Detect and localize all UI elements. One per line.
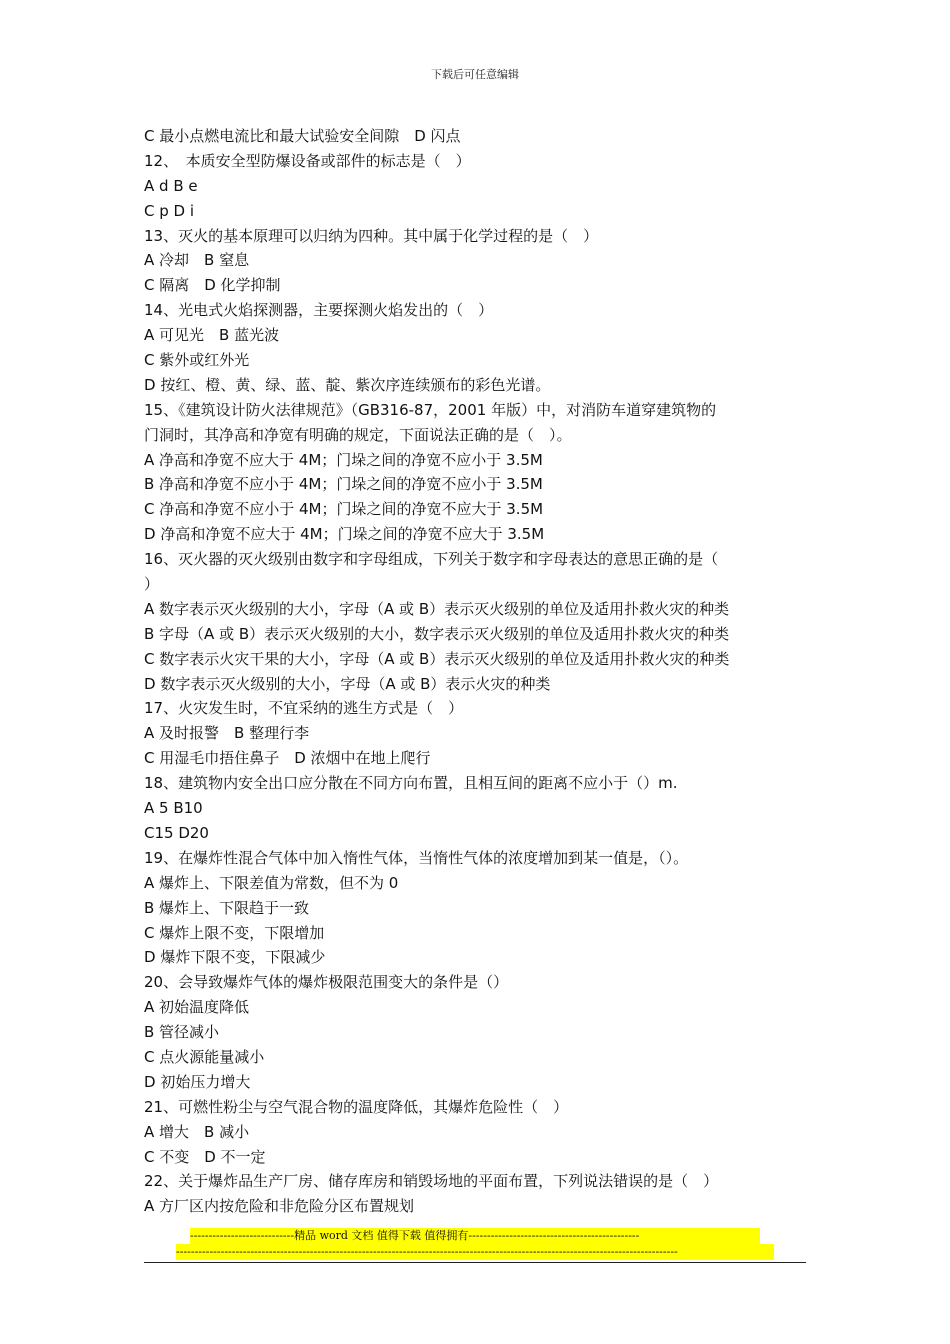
- text-line: C 最小点燃电流比和最大试验安全间隙 D 闪点: [144, 127, 461, 145]
- option-line: A 数字表示灭火级别的大小，字母（A 或 B）表示灭火级别的单位及适用扑救火灾的种类: [144, 599, 730, 618]
- option-line: A 可见光 B 蓝光波: [144, 326, 280, 345]
- question-15-continued: 门洞时，其净高和净宽有明确的规定，下面说法正确的是（ ）。: [144, 425, 572, 444]
- question-17: 17、火灾发生时，不宜采纳的逃生方式是（ ）: [144, 699, 464, 718]
- footer-banner-line-1: ----------------------------精品 word 文档 值得下载 值得拥有----------------------------------------------: [190, 1228, 760, 1244]
- question-15: 15、《建筑设计防火法律规范》（GB316-87，2001 年版）中，对消防车道穿建筑物的: [144, 400, 717, 419]
- option-line: C 爆炸上限不变，下限增加: [144, 923, 325, 942]
- option-line: D 净高和净宽不应大于 4M；门垛之间的净宽不应大于 3.5M: [144, 525, 545, 544]
- option-line: C 点火源能量减小: [144, 1047, 265, 1066]
- option-line: D 数字表示灭火级别的大小，字母（A 或 B）表示火灾的种类: [144, 674, 551, 693]
- footer-banner-line-2: ---------------------------------------------------------------------------------------------------------------------------------------: [176, 1244, 774, 1260]
- option-line: B 净高和净宽不应小于 4M；门垛之间的净宽不应小于 3.5M: [144, 475, 543, 494]
- page-header: 下载后可任意编辑: [431, 68, 519, 81]
- document-body: [144, 124, 814, 1219]
- option-line: C15 D20: [144, 823, 209, 842]
- option-line: A 净高和净宽不应大于 4M；门垛之间的净宽不应小于 3.5M: [144, 450, 543, 469]
- option-line: A 冷却 B 窒息: [144, 251, 250, 270]
- option-line: B 爆炸上、下限趋于一致: [144, 898, 310, 917]
- footer-divider: [144, 1262, 806, 1263]
- option-line: A 5 B10: [144, 799, 203, 818]
- question-13: 13、灭火的基本原理可以归纳为四种。其中属于化学过程的是（ ）: [144, 226, 599, 245]
- option-line: B 字母（A 或 B）表示灭火级别的大小，数字表示灭火级别的单位及适用扑救火灾的种类: [144, 624, 730, 643]
- option-line: B 管径减小: [144, 1023, 220, 1042]
- option-line: C 用湿毛巾捂住鼻子 D 浓烟中在地上爬行: [144, 749, 431, 768]
- option-line: A d B e: [144, 176, 198, 195]
- option-line: A 方厂区内按危险和非危险分区布置规划: [144, 1197, 415, 1216]
- option-line: C 净高和净宽不应小于 4M；门垛之间的净宽不应大于 3.5M: [144, 500, 544, 519]
- question-16: 16、灭火器的灭火级别由数字和字母组成，下列关于数字和字母表达的意思正确的是（: [144, 550, 719, 569]
- question-20: 20、会导致爆炸气体的爆炸极限范围变大的条件是（）: [144, 973, 509, 992]
- question-22: 22、关于爆炸品生产厂房、储存库房和销毁场地的平面布置，下列说法错误的是（ ）: [144, 1172, 719, 1191]
- question-19: 19、在爆炸性混合气体中加入惰性气体，当惰性气体的浓度增加到某一值是，（）。: [144, 848, 689, 867]
- option-line: C 紫外或红外光: [144, 351, 250, 370]
- question-21: 21、可燃性粉尘与空气混合物的温度降低，其爆炸危险性（ ）: [144, 1097, 569, 1116]
- option-line: C p D i: [144, 201, 195, 220]
- option-line: C 数字表示火灾干果的大小，字母（A 或 B）表示灭火级别的单位及适用扑救火灾的种类: [144, 649, 730, 668]
- option-line: A 及时报警 B 整理行李: [144, 724, 310, 743]
- question-14: 14、光电式火焰探测器，主要探测火焰发出的（ ）: [144, 301, 494, 320]
- option-line: C 隔离 D 化学抑制: [144, 276, 281, 295]
- question-16-continued: ）: [144, 575, 160, 594]
- option-line: D 爆炸下限不变，下限减少: [144, 948, 326, 967]
- option-line: D 按红、橙、黄、绿、蓝、靛、紫次序连续颁布的彩色光谱。: [144, 375, 551, 394]
- option-line: D 初始压力增大: [144, 1072, 251, 1091]
- option-line: A 爆炸上、下限差值为常数，但不为 0: [144, 873, 399, 892]
- question-18: 18、建筑物内安全出口应分散在不同方向布置，且相互间的距离不应小于（）m.: [144, 774, 678, 793]
- option-line: C 不变 D 不一定: [144, 1147, 266, 1166]
- option-line: A 增大 B 减小: [144, 1122, 250, 1141]
- option-line: A 初始温度降低: [144, 998, 250, 1017]
- question-12: 12、 本质安全型防爆设备或部件的标志是（ ）: [144, 151, 471, 170]
